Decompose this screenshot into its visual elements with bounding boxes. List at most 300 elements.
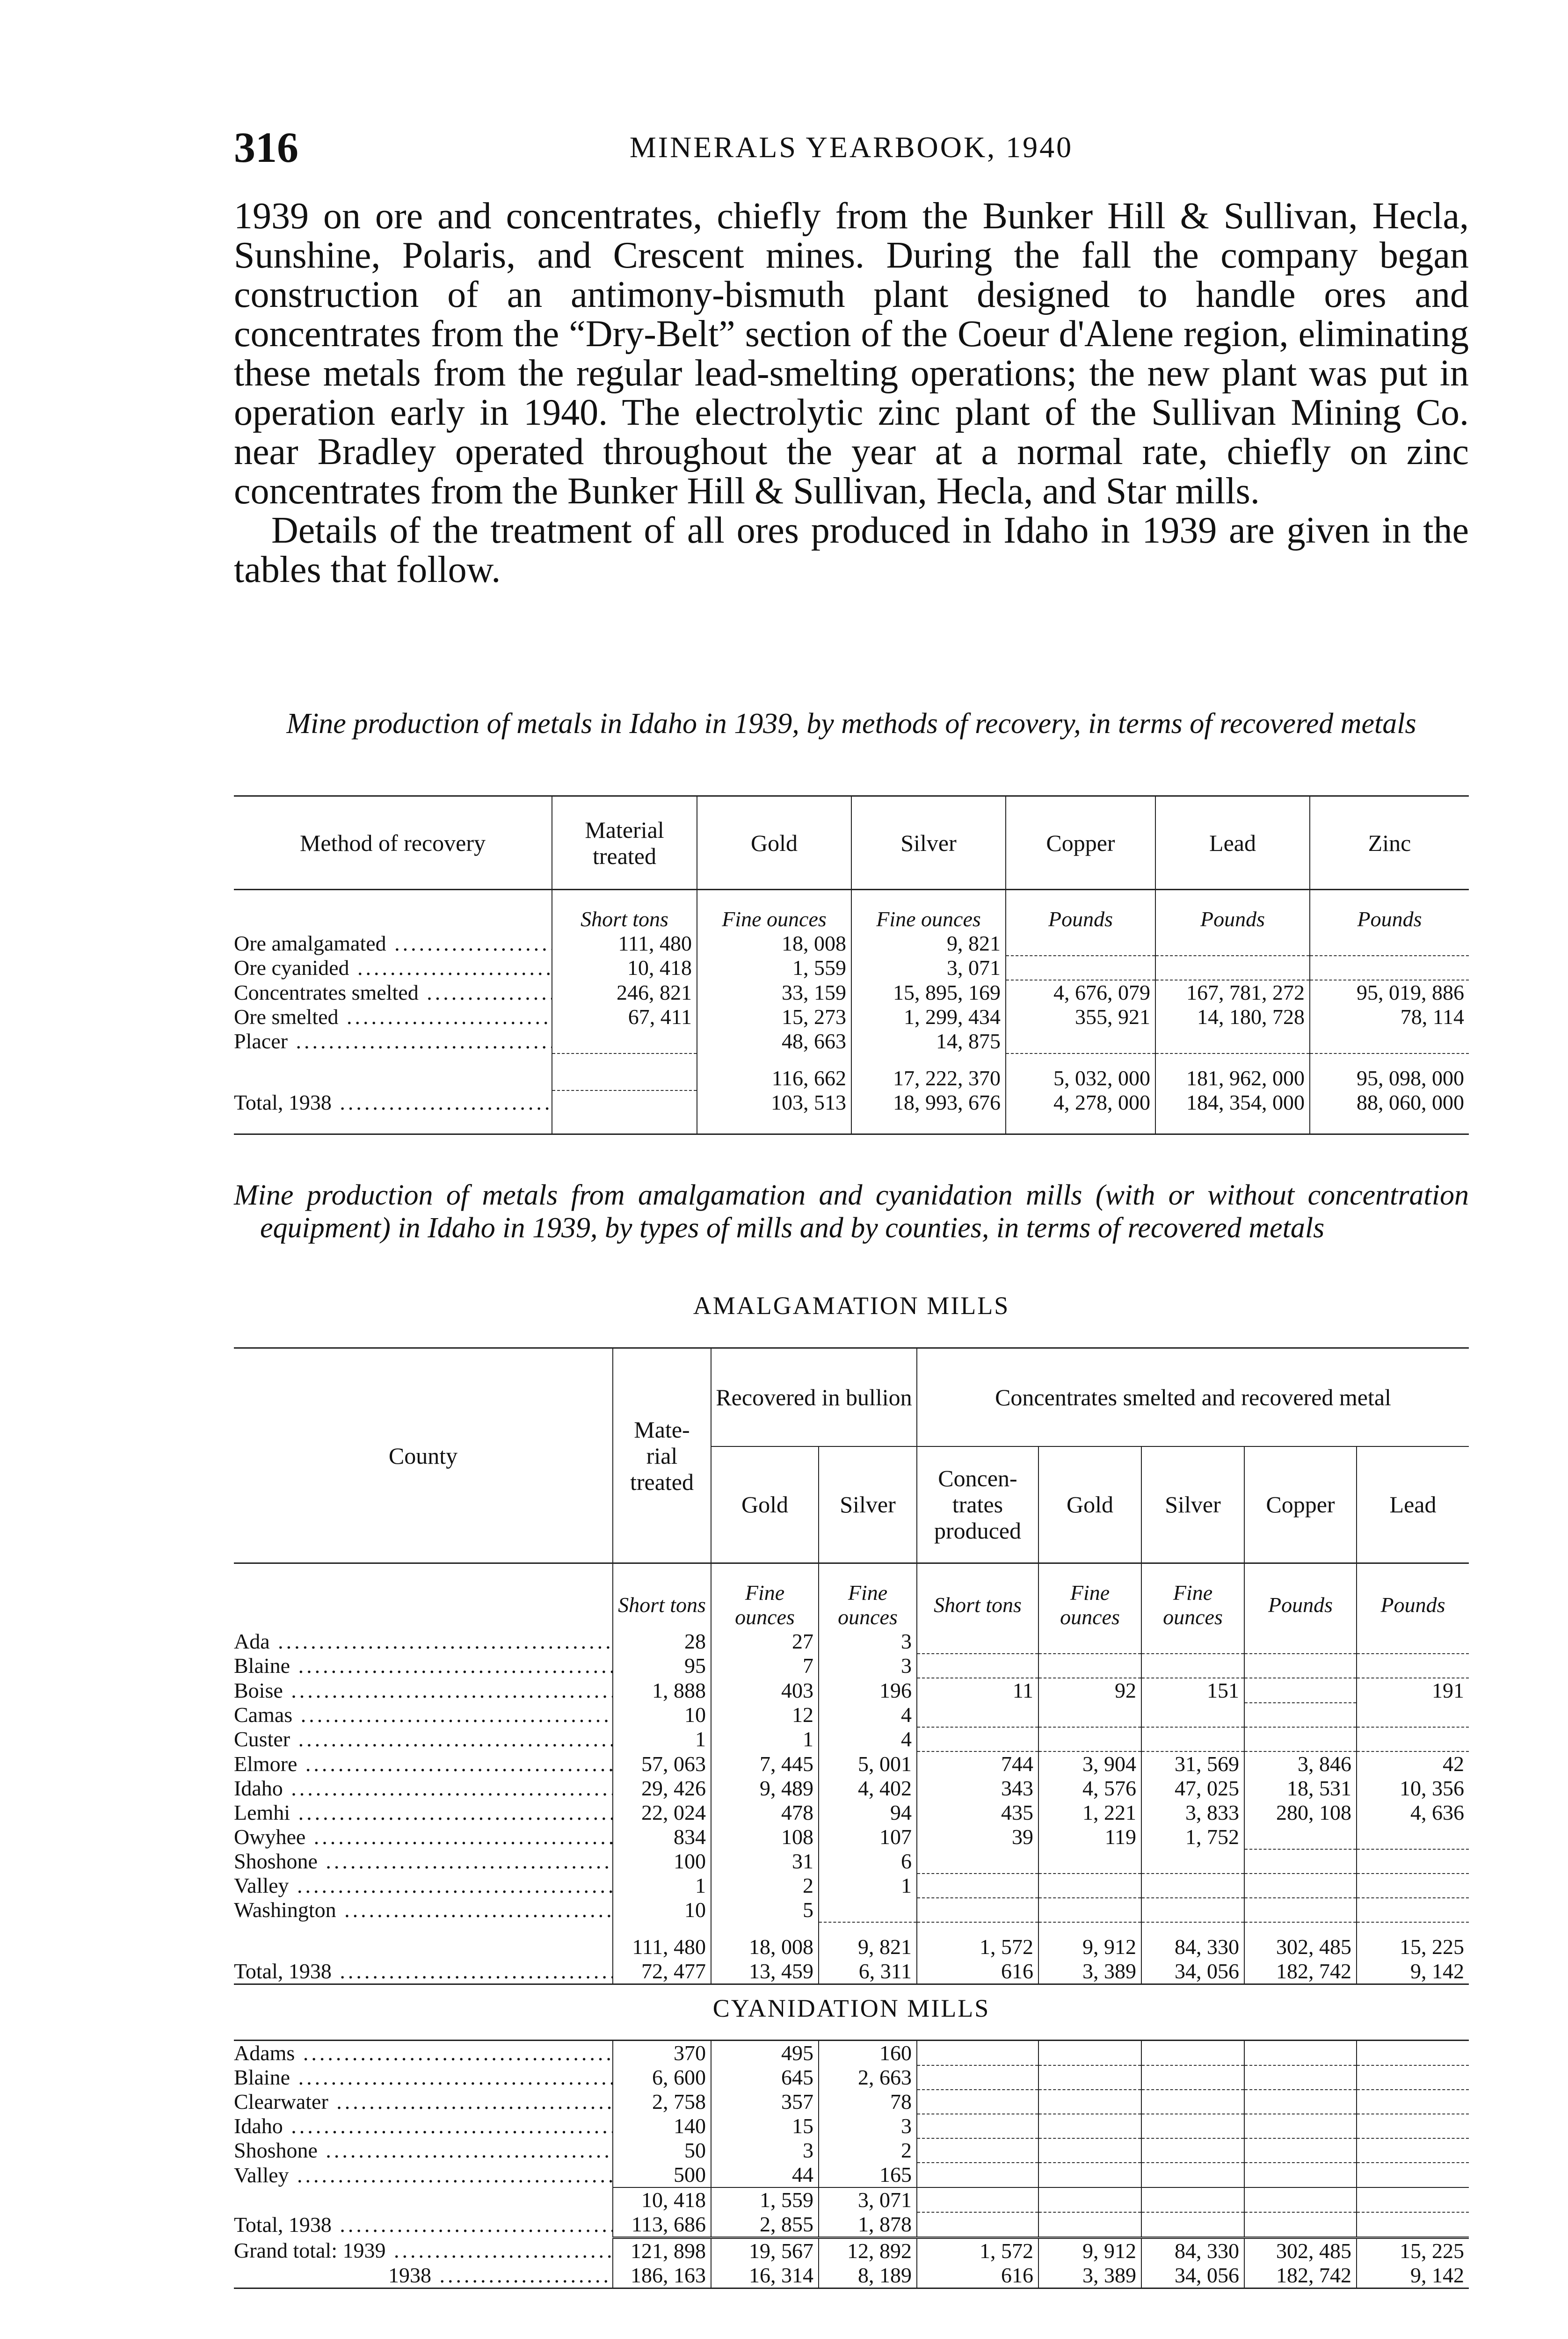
row-label: Clearwater ..... xyxy=(234,2090,613,2114)
units-spacer xyxy=(234,890,552,932)
cell-value: 15 xyxy=(711,2114,819,2138)
cell-value xyxy=(1357,1874,1469,1898)
cell-value: 151 xyxy=(1141,1678,1244,1703)
running-title: MINERALS YEARBOOK, 1940 xyxy=(629,131,1074,164)
table-row xyxy=(234,1776,1469,1801)
table-row xyxy=(234,2114,1469,2138)
cell-value: 246, 821 xyxy=(552,980,697,1005)
cell-value xyxy=(1141,2065,1244,2090)
table-row xyxy=(234,1678,1469,1703)
row-label: Shoshone ..... xyxy=(234,2138,613,2163)
cell-value: 18, 008 xyxy=(697,931,851,956)
row-label: Total, 1938 ..... xyxy=(234,1090,552,1134)
cell-value: 28 xyxy=(613,1629,711,1654)
cell-value: 7, 445 xyxy=(711,1751,819,1776)
cell-value: 108 xyxy=(711,1825,819,1849)
cell-value xyxy=(1310,1029,1469,1053)
unit-label: Fine ounces xyxy=(697,890,851,932)
cell-value xyxy=(917,2114,1038,2138)
cell-value: 343 xyxy=(917,1776,1038,1801)
cell-value: 11 xyxy=(917,1678,1038,1703)
t2-header-conc-produced: Concen- trates produced xyxy=(917,1446,1038,1563)
section-cyanidation: CYANIDATION MILLS xyxy=(712,1994,990,2022)
cell-value xyxy=(1244,2187,1357,2212)
cell-value: 100 xyxy=(613,1849,711,1874)
page-number: 316 xyxy=(234,123,298,171)
cell-value: 160 xyxy=(819,2041,917,2066)
cell-value xyxy=(1244,2138,1357,2163)
cell-value: 2, 855 xyxy=(711,2212,819,2238)
units-row xyxy=(234,1563,1469,1630)
row-label: Custer ..... xyxy=(234,1727,613,1751)
cell-value xyxy=(552,1053,697,1090)
cell-value: 1, 572 xyxy=(917,1922,1038,1959)
row-label: Washington ..... xyxy=(234,1898,613,1922)
cell-value: 14, 875 xyxy=(851,1029,1006,1053)
cell-value xyxy=(819,1898,917,1922)
cell-value xyxy=(917,1849,1038,1874)
cell-value: 5 xyxy=(711,1898,819,1922)
cell-value: 119 xyxy=(1038,1825,1141,1849)
cell-value xyxy=(1244,2090,1357,2114)
t1-header-copper: Copper xyxy=(1006,796,1155,890)
table-row xyxy=(234,1801,1469,1825)
cell-value: 355, 921 xyxy=(1006,1005,1155,1029)
cell-value: 5, 001 xyxy=(819,1751,917,1776)
t1-header-zinc: Zinc xyxy=(1310,796,1469,890)
cell-value xyxy=(917,1727,1038,1751)
row-label: Idaho ..... xyxy=(234,2114,613,2138)
cell-value xyxy=(1244,1874,1357,1898)
cell-value xyxy=(1244,2212,1357,2238)
row-label: Ore smelted ..... xyxy=(234,1005,552,1029)
cell-value: 1, 559 xyxy=(711,2187,819,2212)
cell-value: 9, 821 xyxy=(851,931,1006,956)
cell-value xyxy=(1357,1898,1469,1922)
cell-value: 39 xyxy=(917,1825,1038,1849)
cell-value: 165 xyxy=(819,2163,917,2187)
cell-value: 186, 163 xyxy=(613,2263,711,2288)
row-label: Lemhi ..... xyxy=(234,1801,613,1825)
cell-value: 9, 912 xyxy=(1038,2238,1141,2264)
cell-value xyxy=(1244,1727,1357,1751)
cell-value: 500 xyxy=(613,2163,711,2187)
cell-value xyxy=(917,2138,1038,2163)
cell-value: 111, 480 xyxy=(613,1922,711,1959)
cell-value xyxy=(917,2212,1038,2238)
cell-value xyxy=(1038,1874,1141,1898)
row-label: Boise ..... xyxy=(234,1678,613,1703)
row-label: Idaho ..... xyxy=(234,1776,613,1801)
cell-value: 50 xyxy=(613,2138,711,2163)
cell-value: 15, 225 xyxy=(1357,1922,1469,1959)
units-spacer xyxy=(234,1563,613,1630)
cell-value: 3 xyxy=(711,2138,819,2163)
table-row xyxy=(234,956,1469,980)
cell-value xyxy=(917,2041,1038,2066)
body-text xyxy=(234,196,1469,589)
cell-value: 280, 108 xyxy=(1244,1801,1357,1825)
table-row xyxy=(234,2090,1469,2114)
cell-value xyxy=(1141,2187,1244,2212)
cell-value: 3, 071 xyxy=(819,2187,917,2212)
cell-value: 15, 273 xyxy=(697,1005,851,1029)
t2-header-c-gold: Gold xyxy=(1038,1446,1141,1563)
cell-value xyxy=(917,2187,1038,2212)
cell-value: 478 xyxy=(711,1801,819,1825)
cell-value: 645 xyxy=(711,2065,819,2090)
cell-value: 113, 686 xyxy=(613,2212,711,2238)
cell-value: 29, 426 xyxy=(613,1776,711,1801)
cell-value: 4, 636 xyxy=(1357,1801,1469,1825)
cell-value: 67, 411 xyxy=(552,1005,697,1029)
table1-caption: Mine production of metals in Idaho in 1939, by methods of recovery, in terms of recovered metals xyxy=(286,708,1416,740)
cell-value: 181, 962, 000 xyxy=(1155,1053,1310,1090)
cell-value: 4, 402 xyxy=(819,1776,917,1801)
row-label: Total, 1938 ..... xyxy=(234,2212,613,2238)
cell-value: 6, 311 xyxy=(819,1959,917,1984)
cell-value: 9, 912 xyxy=(1038,1922,1141,1959)
cell-value: 182, 742 xyxy=(1244,1959,1357,1984)
row-label: Camas ..... xyxy=(234,1703,613,1727)
row-label: Elmore ..... xyxy=(234,1751,613,1776)
t2-header-conc-group: Concentrates smelted and recovered metal xyxy=(917,1348,1469,1446)
cell-value: 1, 752 xyxy=(1141,1825,1244,1849)
cell-value xyxy=(1141,2090,1244,2114)
table-row xyxy=(234,1703,1469,1727)
cell-value xyxy=(1244,1849,1357,1874)
cell-value: 57, 063 xyxy=(613,1751,711,1776)
cell-value: 1, 572 xyxy=(917,2238,1038,2264)
table-row xyxy=(234,2263,1469,2288)
cell-value xyxy=(1038,1898,1141,1922)
table-row xyxy=(234,980,1469,1005)
row-label: Owyhee ..... xyxy=(234,1825,613,1849)
cell-value: 95 xyxy=(613,1654,711,1678)
table-row xyxy=(234,1849,1469,1874)
cell-value xyxy=(1357,2187,1469,2212)
cell-value xyxy=(552,1090,697,1134)
row-label: Valley ..... xyxy=(234,1874,613,1898)
cell-value: 18, 993, 676 xyxy=(851,1090,1006,1134)
cell-value: 3, 071 xyxy=(851,956,1006,980)
row-label: Blaine ..... xyxy=(234,2065,613,2090)
cell-value xyxy=(1141,2114,1244,2138)
cell-value xyxy=(1155,931,1310,956)
row-label xyxy=(234,2187,613,2212)
unit-label: Fine ounces xyxy=(1038,1563,1141,1630)
cell-value xyxy=(917,1874,1038,1898)
cell-value xyxy=(1141,2163,1244,2187)
cell-value xyxy=(1038,2090,1141,2114)
cell-value: 18, 008 xyxy=(711,1922,819,1959)
t2-header-material: Mate- rial treated xyxy=(613,1348,711,1563)
cell-value: 12 xyxy=(711,1703,819,1727)
cell-value: 1 xyxy=(613,1727,711,1751)
cell-value: 302, 485 xyxy=(1244,1922,1357,1959)
row-label: Placer ..... xyxy=(234,1029,552,1053)
table-row xyxy=(234,2138,1469,2163)
cell-value xyxy=(917,2065,1038,2090)
table2-caption: Mine production of metals from amalgamation and cyanidation mills (with or without concentration equipment) in Idaho in 1939, by types of mills and by counties, in terms of recovered metals xyxy=(234,1179,1469,1244)
row-label: Adams ..... xyxy=(234,2041,613,2066)
unit-label: Fine ounces xyxy=(819,1563,917,1630)
table-cyanidation-mills xyxy=(234,2040,1469,2289)
cell-value xyxy=(1038,2065,1141,2090)
cell-value xyxy=(1310,956,1469,980)
cell-value xyxy=(1244,2065,1357,2090)
cell-value xyxy=(1244,1703,1357,1727)
section-amalgamation: AMALGAMATION MILLS xyxy=(693,1292,1010,1320)
cell-value: 3, 389 xyxy=(1038,1959,1141,1984)
cell-value xyxy=(917,1898,1038,1922)
cell-value xyxy=(1038,2187,1141,2212)
table-row xyxy=(234,1727,1469,1751)
cell-value: 31, 569 xyxy=(1141,1751,1244,1776)
t1-header-gold: Gold xyxy=(697,796,851,890)
t2-header-c-silver: Silver xyxy=(1141,1446,1244,1563)
paragraph-1: 1939 on ore and concentrates, chiefly from the Bunker Hill & Sullivan, Hecla, Sunshine, Polaris, and Crescent mines. During the fall the company began construction of an antimony-bismuth plant designed to handle ores and concentrates from the “Dry-Belt” section of the Coeur d'Alene region, eliminating these metals from the regular lead-smelting operations; the new plant was put in operation early in 1940. The electrolytic zinc plant of the Sullivan Mining Co. near Bradley operated throughout the year at a normal rate, chiefly on zinc concentrates from the Bunker Hill & Sullivan, Hecla, and Star mills. xyxy=(234,196,1469,512)
cell-value xyxy=(1244,2041,1357,2066)
table-row xyxy=(234,2163,1469,2187)
cell-value: 4 xyxy=(819,1703,917,1727)
t2-header-copper: Copper xyxy=(1244,1446,1357,1563)
cell-value: 15, 225 xyxy=(1357,2238,1469,2264)
unit-label: Short tons xyxy=(552,890,697,932)
table-row xyxy=(234,2238,1469,2264)
cell-value: 370 xyxy=(613,2041,711,2066)
cell-value: 95, 098, 000 xyxy=(1310,1053,1469,1090)
cell-value: 1, 878 xyxy=(819,2212,917,2238)
row-label: Grand total: 1939 ..... xyxy=(234,2238,613,2264)
row-label xyxy=(234,1053,552,1090)
cell-value xyxy=(552,1029,697,1053)
table-row xyxy=(234,1053,1469,1090)
cell-value xyxy=(1006,931,1155,956)
cell-value: 4 xyxy=(819,1727,917,1751)
cell-value xyxy=(1155,956,1310,980)
cell-value xyxy=(1038,2138,1141,2163)
cell-value xyxy=(1038,2163,1141,2187)
unit-label: Pounds xyxy=(1310,890,1469,932)
row-label: Shoshone ..... xyxy=(234,1849,613,1874)
units-row xyxy=(234,890,1469,932)
cell-value: 140 xyxy=(613,2114,711,2138)
cell-value: 9, 489 xyxy=(711,1776,819,1801)
cell-value xyxy=(1357,1849,1469,1874)
cell-value xyxy=(1357,2138,1469,2163)
cell-value xyxy=(1357,2114,1469,2138)
row-label: Ada ..... xyxy=(234,1629,613,1654)
t2-header-silver: Silver xyxy=(819,1446,917,1563)
row-label xyxy=(234,1922,613,1959)
cell-value: 33, 159 xyxy=(697,980,851,1005)
row-label: Ore cyanided ..... xyxy=(234,956,552,980)
t2-header-gold: Gold xyxy=(711,1446,819,1563)
cell-value xyxy=(1155,1029,1310,1053)
cell-value: 5, 032, 000 xyxy=(1006,1053,1155,1090)
cell-value: 4, 278, 000 xyxy=(1006,1090,1155,1134)
cell-value xyxy=(917,1703,1038,1727)
cell-value: 78, 114 xyxy=(1310,1005,1469,1029)
cell-value: 495 xyxy=(711,2041,819,2066)
cell-value: 15, 895, 169 xyxy=(851,980,1006,1005)
row-label: Total, 1938 ..... xyxy=(234,1959,613,1984)
cell-value: 107 xyxy=(819,1825,917,1849)
t2-header-county: County xyxy=(234,1348,613,1563)
table-amalgamation-mills xyxy=(234,1347,1469,1985)
cell-value xyxy=(917,2090,1038,2114)
cell-value: 72, 477 xyxy=(613,1959,711,1984)
table-row xyxy=(234,1029,1469,1053)
cell-value: 19, 567 xyxy=(711,2238,819,2264)
cell-value xyxy=(1244,1629,1357,1654)
cell-value: 302, 485 xyxy=(1244,2238,1357,2264)
cell-value: 22, 024 xyxy=(613,1801,711,1825)
cell-value: 2 xyxy=(711,1874,819,1898)
table-row xyxy=(234,1090,1469,1134)
cell-value: 10, 418 xyxy=(552,956,697,980)
cell-value: 3, 904 xyxy=(1038,1751,1141,1776)
cell-value: 357 xyxy=(711,2090,819,2114)
cell-value xyxy=(1038,1703,1141,1727)
cell-value xyxy=(1357,2090,1469,2114)
cell-value: 2, 758 xyxy=(613,2090,711,2114)
cell-value xyxy=(1357,2163,1469,2187)
unit-label: Fine ounces xyxy=(851,890,1006,932)
cell-value xyxy=(1141,1654,1244,1678)
cell-value xyxy=(1141,1629,1244,1654)
unit-label: Pounds xyxy=(1155,890,1310,932)
cell-value: 10 xyxy=(613,1703,711,1727)
cell-value xyxy=(1038,1727,1141,1751)
cell-value: 834 xyxy=(613,1825,711,1849)
cell-value: 18, 531 xyxy=(1244,1776,1357,1801)
t2-header-lead: Lead xyxy=(1357,1446,1469,1563)
table-row xyxy=(234,1959,1469,1984)
cell-value xyxy=(1357,2065,1469,2090)
cell-value: 4, 676, 079 xyxy=(1006,980,1155,1005)
t1-header-material: Material treated xyxy=(552,796,697,890)
table-row xyxy=(234,1825,1469,1849)
cell-value: 1 xyxy=(711,1727,819,1751)
table-row xyxy=(234,1629,1469,1654)
cell-value xyxy=(1244,1898,1357,1922)
cell-value: 4, 576 xyxy=(1038,1776,1141,1801)
cell-value: 88, 060, 000 xyxy=(1310,1090,1469,1134)
cell-value: 616 xyxy=(917,2263,1038,2288)
row-label: Concentrates smelted ..... xyxy=(234,980,552,1005)
cell-value xyxy=(1141,1898,1244,1922)
cell-value: 1 xyxy=(613,1874,711,1898)
table-methods-of-recovery xyxy=(234,795,1469,1135)
unit-label: Short tons xyxy=(613,1563,711,1630)
cell-value: 184, 354, 000 xyxy=(1155,1090,1310,1134)
table-row xyxy=(234,2041,1469,2066)
cell-value xyxy=(1006,956,1155,980)
table-row xyxy=(234,2065,1469,2090)
cell-value xyxy=(1244,1678,1357,1703)
cell-value: 6, 600 xyxy=(613,2065,711,2090)
unit-label: Pounds xyxy=(1357,1563,1469,1630)
cell-value: 47, 025 xyxy=(1141,1776,1244,1801)
cell-value xyxy=(1141,1703,1244,1727)
cell-value: 7 xyxy=(711,1654,819,1678)
cell-value: 167, 781, 272 xyxy=(1155,980,1310,1005)
cell-value: 3 xyxy=(819,2114,917,2138)
cell-value: 111, 480 xyxy=(552,931,697,956)
cell-value: 95, 019, 886 xyxy=(1310,980,1469,1005)
cell-value: 616 xyxy=(917,1959,1038,1984)
cell-value: 3, 389 xyxy=(1038,2263,1141,2288)
cell-value: 196 xyxy=(819,1678,917,1703)
cell-value: 403 xyxy=(711,1678,819,1703)
cell-value xyxy=(1141,2138,1244,2163)
table-row xyxy=(234,1898,1469,1922)
table-row xyxy=(234,1751,1469,1776)
cell-value: 182, 742 xyxy=(1244,2263,1357,2288)
unit-label: Pounds xyxy=(1006,890,1155,932)
cell-value xyxy=(1141,1874,1244,1898)
table-row xyxy=(234,1922,1469,1959)
cell-value xyxy=(1244,1654,1357,1678)
cell-value: 3 xyxy=(819,1654,917,1678)
table-row xyxy=(234,2212,1469,2238)
cell-value xyxy=(1357,1629,1469,1654)
cell-value: 78 xyxy=(819,2090,917,2114)
cell-value: 10 xyxy=(613,1898,711,1922)
row-label: Valley ..... xyxy=(234,2163,613,2187)
cell-value: 2 xyxy=(819,2138,917,2163)
cell-value: 31 xyxy=(711,1849,819,1874)
cell-value xyxy=(1038,2041,1141,2066)
row-label: Blaine ..... xyxy=(234,1654,613,1678)
row-label: 1938 ..... xyxy=(234,2263,613,2288)
cell-value: 34, 056 xyxy=(1141,1959,1244,1984)
cell-value: 48, 663 xyxy=(697,1029,851,1053)
cell-value: 12, 892 xyxy=(819,2238,917,2264)
cell-value xyxy=(1038,2114,1141,2138)
page-header xyxy=(234,123,1469,179)
cell-value: 1, 299, 434 xyxy=(851,1005,1006,1029)
cell-value xyxy=(1141,2041,1244,2066)
t1-header-silver: Silver xyxy=(851,796,1006,890)
cell-value xyxy=(1357,1703,1469,1727)
cell-value xyxy=(1244,1825,1357,1849)
cell-value: 2, 663 xyxy=(819,2065,917,2090)
cell-value: 16, 314 xyxy=(711,2263,819,2288)
cell-value xyxy=(1038,1654,1141,1678)
cell-value xyxy=(1310,931,1469,956)
cell-value xyxy=(1141,2212,1244,2238)
cell-value xyxy=(1038,2212,1141,2238)
cell-value xyxy=(1357,1825,1469,1849)
cell-value: 84, 330 xyxy=(1141,2238,1244,2264)
cell-value: 744 xyxy=(917,1751,1038,1776)
cell-value: 1, 221 xyxy=(1038,1801,1141,1825)
cell-value: 34, 056 xyxy=(1141,2263,1244,2288)
cell-value xyxy=(1244,2114,1357,2138)
row-label: Ore amalgamated ..... xyxy=(234,931,552,956)
cell-value: 44 xyxy=(711,2163,819,2187)
t2-header-bullion-group: Recovered in bullion xyxy=(711,1348,917,1446)
unit-label: Short tons xyxy=(917,1563,1038,1630)
cell-value xyxy=(1038,1849,1141,1874)
cell-value: 1, 559 xyxy=(697,956,851,980)
cell-value xyxy=(917,2163,1038,2187)
cell-value xyxy=(1006,1029,1155,1053)
cell-value: 9, 821 xyxy=(819,1922,917,1959)
